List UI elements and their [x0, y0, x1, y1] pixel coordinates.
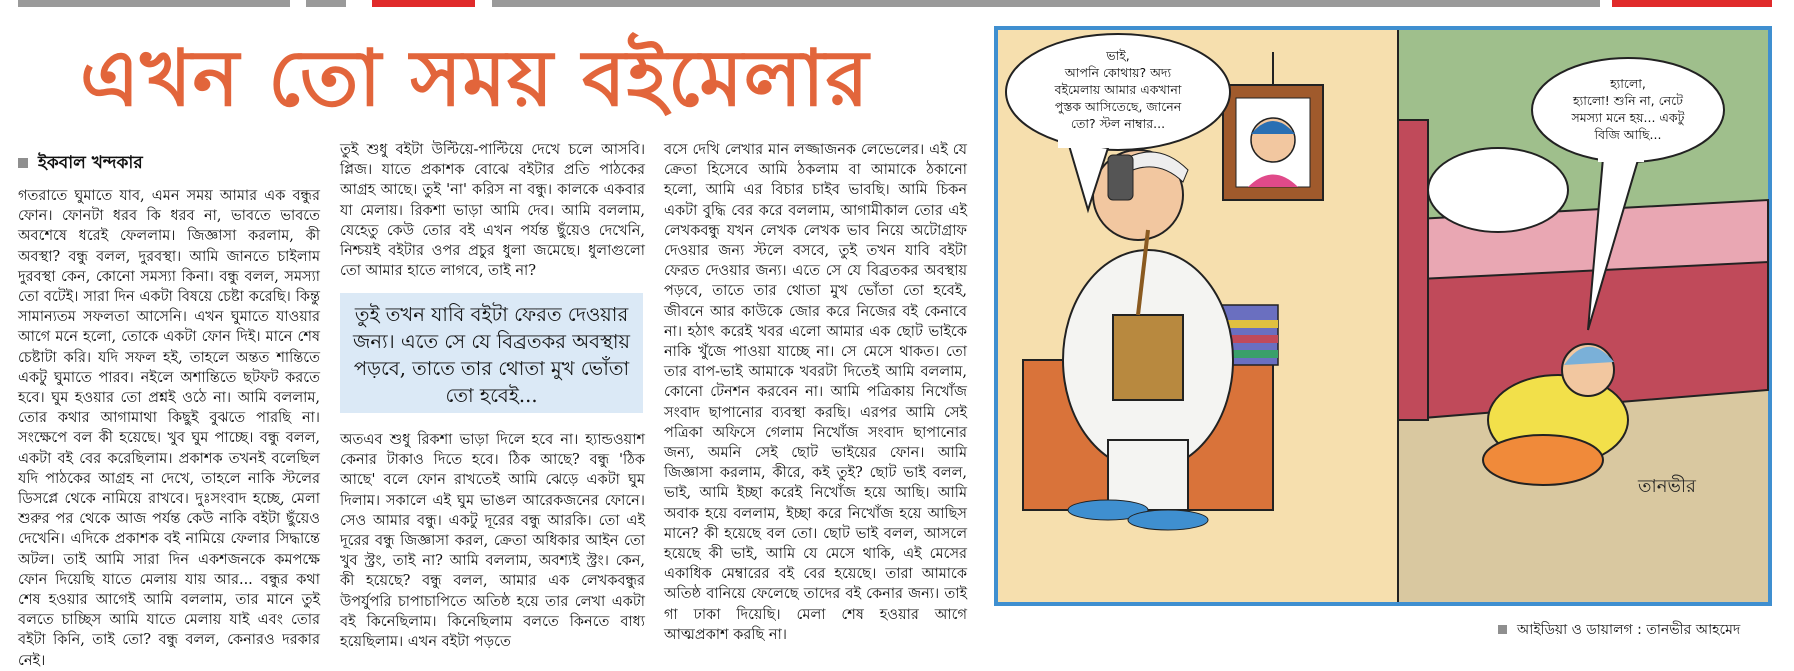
cartoon-illustration: [994, 26, 1772, 606]
speech-bubble-line: পুস্তক আসিতেছে, জানেন: [1054, 99, 1182, 114]
top-rule: [18, 0, 290, 7]
article-column-2-top: তুই শুধু বইটা উল্টিয়ে-পাল্টিয়ে দেখে চলে আসবি। প্লিজ। যাতে প্রকাশক বোঝে বইটার প্রতি পাঠকের আগ্রহ আছে। তুই 'না' করিস না বন্ধু। কালকে একবার যা মেলায়। রিকশা ভাড়া আমি দেব। আমি বললাম, যেহেতু কেউ তোর বই এখন পর্যন্ত ছুঁয়েও দেখেনি, নিশ্চয়ই বইটার ওপর প্রচুর ধুলা জমেছে। ধুলাগুলো তো আমার হাতে লাগবে, তাই না?: [340, 142, 645, 280]
article-column-2-bottom: অতএব শুধু রিকশা ভাড়া দিলে হবে না। হ্যান্ডওয়াশ কেনার টাকাও দিতে হবে। ঠিক আছে? বন্ধু 'ঠিক আছে' বলে ফোন রাখতেই আমি ঝেড়ে একটা ঘুম দিলাম। সকালে এই ঘুম ভাঙল আরেকজনের ফোনে। সেও আমার বন্ধু। একটু দূরের বন্ধু আরকি। তো এই দূরের বন্ধু জিজ্ঞাসা করল, ক্রেতা অধিকার আইন তো খুব স্ট্রং, তাই না? আমি বললাম, অবশ্যই স্ট্রং। কেন, কী হয়েছে? বন্ধু বলল, আমার এক লেখকবন্ধুর উপর্যুপরি চাপাচাপিতে অতিষ্ঠ হয়ে তার লেখা একটা বই কিনেছিলাম। কিনেছিলাম বলতে কিনতে বাধ্য হয়েছিলাম। এখন বইটা পড়তে: [340, 432, 645, 651]
top-rule-accent: [1612, 0, 1772, 7]
top-rule: [306, 0, 346, 7]
speech-bubble-line: হ্যালো,: [1610, 76, 1646, 91]
speech-bubble-line: সমস্যা মনে হয়... একটু: [1571, 110, 1685, 125]
illustration-credit: [1498, 618, 1740, 642]
speech-bubble-line: বইমেলায় আমার একখানা: [1054, 82, 1182, 97]
mobile-phone-icon: [1108, 155, 1133, 200]
top-rule: [492, 0, 1600, 7]
speech-bubble-line: বিজি আছি...: [1594, 127, 1662, 142]
speech-bubble-line: আপনি কোথায়? অদ্য: [1064, 65, 1172, 80]
top-rule-accent: [372, 0, 475, 7]
bullet-square-icon: [1498, 625, 1507, 634]
article-column-1: গতরাতে ঘুমাতে যাব, এমন সময় আমার এক বন্ধুর ফোন। ফোনটা ধরব কি ধরব না, ভাবতে ভাবতে অবশেষে ধরেই ফেললাম। জিজ্ঞাসা করলাম, কী অবস্থা? বন্ধু বলল, দুরবস্থা। আমি জানতে চাইলাম দুরবস্থা কেন, কোনো সমস্যা কিনা। বন্ধু বলল, সমস্যা তো বটেই। সারা দিন একটা বিষয়ে চেষ্টা করেছি। কিন্তু সামান্যতম সফলতা আসেনি। এখন ঘুমাতে যাওয়ার আগে মনে হলো, তোকে একটা ফোন দিই। মানে শেষ চেষ্টাটা করি। যদি সফল হই, তাহলে অন্তত শান্তিতে একটু ঘুমাতে পারব। নইলে অশান্তিতে ছটফট করতে হবে। ঘুম হওয়ার তো প্রশ্নই ওঠে না। আমি বললাম, তোর কথার আগামাথা কিছুই বুঝতে পারছি না। সংক্ষেপে বল কী হয়েছে। খুব ঘুম পাচ্ছে। বন্ধু বলল, একটা বই বের করেছিলাম। প্রকাশক তখনই বলেছিল যদি পাঠকের আগ্রহ না দেখে, তাহলে নাকি স্টলের ডিসপ্লে থেকে নামিয়ে রাখবে। দুঃসংবাদ হচ্ছে, মেলা শুরুর পর থেকে আজ পর্যন্ত কেউ নাকি বইটা ছুঁয়েও দেখেনি। এদিকে প্রকাশক বই নামিয়ে ফেলার সিদ্ধান্তে অটল। তাই আমি সারা দিন একশজনকে কমপক্ষে ফোন দিয়েছি যাতে মেলায় যায় আর... বন্ধুর কথা শেষ হওয়ার আগেই আমি বললাম, তার মানে তুই বলতে চাচ্ছিস আমি যাতে মেলায় যাই এবং তোর বইটা কিনি, তাই তো? বন্ধু বলল, কেনারও দরকার নেই।: [18, 188, 320, 669]
headline: এখন তো সময় বইমেলার: [80, 33, 870, 124]
pillow-icon: [1428, 148, 1568, 232]
pull-quote: তুই তখন যাবি বইটা ফেরত দেওয়ার জন্য। এতে সে যে বিব্রতকর অবস্থায় পড়বে, তাতে তার থোতা মুখ ভোঁতা তো হবেই...: [340, 293, 643, 413]
credit-text: আইডিয়া ও ডায়ালগ : তানভীর আহমেদ: [1517, 622, 1741, 638]
article-column-3: বসে দেখি লেখার মান লজ্জাজনক লেভেলের। এই যে ক্রেতা হিসেবে আমি ঠকলাম বা আমাকে ঠকানো হলো, আমি এর বিচার চাইব ভাবছি। আমি চিকন একটা বুদ্ধি বের করে বললাম, আগামীকাল তোর এই লেখকবন্ধু যখন লেখক লেখক ভাব নিয়ে অটোগ্রাফ দেওয়ার জন্য স্টলে বসবে, তুই তখন যাবি বইটা ফেরত দেওয়ার জন্য। এতে সে যে বিব্রতকর অবস্থায় পড়বে, তাতে তার থোতা মুখ ভোঁতা তো হবেই, জীবনে আর কাউকে জোর করে নিজের বই কেনাবে না। হঠাৎ করেই খবর এলো আমার এক ছোট ভাইকে নাকি খুঁজে পাওয়া যাচ্ছে না। সে মেসে থাকত। তো তার বাপ-ভাই আমাকে খবরটা দিতেই আমি বললাম, কোনো টেনশন করবেন না। আমি পত্রিকায় নিখোঁজ সংবাদ ছাপানোর ব্যবস্থা করছি। এরপর আমি সেই পত্রিকা অফিসে গেলাম নিখোঁজ সংবাদ ছাপানোর জন্য, অমনি সেই ছোট ভাইয়ের ফোন। আমি জিজ্ঞাসা করলাম, কীরে, কই তুই? ছোট ভাই বলল, ভাই, আমি ইচ্ছা করেই নিখোঁজ হয়ে আছি। আমি অবাক হয়ে বললাম, ইচ্ছা করে নিখোঁজ হয়ে আছিস মানে? কী হয়েছে বল তো। ছোট ভাই বলল, আসলে হয়েছে কী ভাই, আমি যে মেসে থাকি, এই মেসের একাধিক মেম্বারের বই বের হয়েছে। তারা আমাকে অতিষ্ঠ বানিয়ে ফেলেছে তাদের বই কেনার জন্য। তাই গা ঢাকা দিয়েছি। মেলা শেষ হওয়ার আগে আত্মপ্রকাশ করছি না।: [664, 142, 967, 643]
bullet-square-icon: [18, 158, 28, 168]
byline: [18, 150, 143, 178]
speech-bubble-line: হ্যালো! শুনি না, নেটে: [1573, 93, 1683, 108]
shoulder-bag-icon: [1113, 315, 1183, 400]
speech-bubble-line: তো? স্টল নাম্বার...: [1070, 116, 1166, 131]
author-name: ইকবাল খন্দকার: [38, 153, 143, 173]
speech-bubble-line: ভাই,: [1106, 48, 1130, 63]
artist-signature: তানভীর: [1638, 476, 1696, 497]
